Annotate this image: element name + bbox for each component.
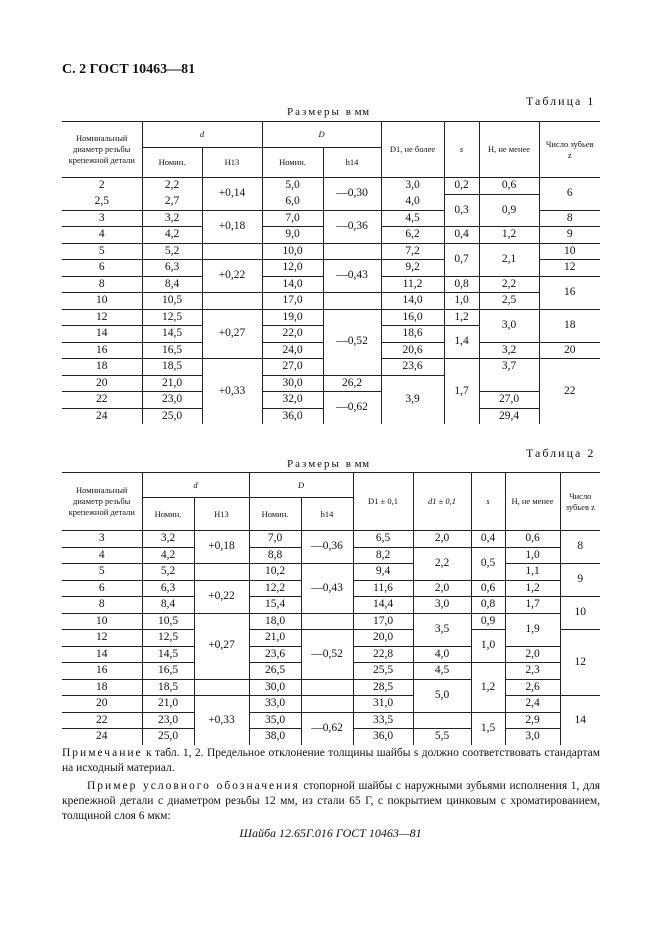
table-2	[62, 472, 600, 745]
designation: Шайба 12.65Г.016 ГОСТ 10463—81	[239, 826, 422, 840]
col-D-nomin: Номин.	[262, 148, 323, 178]
cell	[301, 613, 353, 630]
cell: 5,5	[413, 729, 471, 745]
cell: 9,4	[353, 564, 413, 581]
cell: 1,0	[471, 630, 505, 663]
cell: 10	[560, 597, 600, 630]
cell: 14	[62, 646, 142, 663]
cell: 18,0	[249, 613, 301, 630]
cell: 18	[539, 309, 600, 342]
cell: 3,0	[505, 729, 560, 745]
cell: 0,6	[471, 580, 505, 597]
cell: 4,0	[413, 646, 471, 663]
cell: 6,0	[262, 194, 323, 210]
cell: 35,0	[249, 712, 301, 729]
cell: 5,2	[142, 243, 202, 260]
cell: —0,36	[301, 531, 353, 564]
cell: 1,7	[444, 359, 479, 425]
cell: 24,0	[262, 342, 323, 359]
cell: 17,0	[353, 613, 413, 630]
cell: 31,0	[353, 696, 413, 713]
cell: 1,2	[479, 227, 539, 244]
cell: 1,2	[444, 309, 479, 326]
cell: 2,4	[505, 696, 560, 713]
cell: 14	[560, 696, 600, 745]
col-s: s	[444, 122, 479, 178]
cell: 22	[539, 359, 600, 425]
note-text: к табл. 1, 2. Предельное отклонение толщины шайбы s должно соответствовать стандартам на исходный материал.	[62, 747, 600, 774]
cell: 8,4	[142, 597, 194, 614]
cell: +0,18	[202, 210, 262, 243]
cell: 1,0	[444, 293, 479, 310]
cell: —0,43	[323, 260, 381, 293]
cell	[202, 293, 262, 310]
cell: 14,0	[262, 276, 323, 293]
table-row	[62, 696, 600, 713]
cell: +0,27	[202, 309, 262, 359]
table2-label: Таблица 2	[526, 446, 596, 460]
table-1	[62, 121, 600, 424]
cell: 5,0	[262, 178, 323, 195]
cell: 3	[62, 531, 142, 548]
cell: 3,0	[479, 309, 539, 342]
cell: 2,2	[479, 276, 539, 293]
cell: +0,33	[194, 696, 249, 745]
cell: 22	[62, 392, 142, 409]
cell: 10	[62, 293, 142, 310]
cell: —0,62	[301, 712, 353, 745]
cell: 18	[62, 679, 142, 696]
cell: +0,22	[202, 260, 262, 293]
cell: 1,1	[505, 564, 560, 581]
cell: 2,5	[62, 194, 142, 210]
cell: 2,3	[505, 663, 560, 680]
cell: 5	[62, 564, 142, 581]
cell: 26,2	[323, 375, 381, 392]
cell: 16	[62, 663, 142, 680]
cell: —0,62	[323, 392, 381, 425]
cell: 20,6	[381, 342, 444, 359]
cell: 10,0	[262, 243, 323, 260]
cell: 20	[62, 696, 142, 713]
table-row	[62, 392, 600, 409]
cell: 12	[62, 309, 142, 326]
cell: 3,2	[142, 210, 202, 227]
cell: 22,0	[262, 326, 323, 343]
cell: 6,3	[142, 260, 202, 277]
cell: 3,0	[413, 597, 471, 614]
table-row	[62, 564, 600, 581]
table2-sizes-unit: в мм	[345, 458, 370, 470]
cell: 10,2	[249, 564, 301, 581]
cell: 22	[62, 712, 142, 729]
col-d-h13: H13	[194, 498, 249, 531]
col-d1: D1, не более	[381, 122, 444, 178]
cell: —0,43	[301, 564, 353, 614]
cell: 18,5	[142, 679, 194, 696]
cell: 32,0	[262, 392, 323, 409]
cell: 30,0	[262, 375, 323, 392]
cell: 12,5	[142, 309, 202, 326]
cell	[194, 564, 249, 581]
table-row	[62, 679, 600, 696]
cell: 19,0	[262, 309, 323, 326]
cell: 2,2	[142, 178, 202, 195]
table-row	[62, 309, 600, 326]
cell: 25,0	[142, 729, 194, 745]
cell: 4,5	[381, 210, 444, 227]
cell: 24	[62, 729, 142, 745]
table-row	[62, 531, 600, 548]
cell: 1,5	[471, 712, 505, 745]
cell: 1,0	[505, 547, 560, 564]
cell: 9	[539, 227, 600, 244]
cell: 28,5	[353, 679, 413, 696]
cell: 6	[62, 580, 142, 597]
cell: 22,8	[353, 646, 413, 663]
cell: 6	[539, 178, 600, 211]
note-label: Примечание	[62, 747, 143, 759]
col-h: H, не менее	[505, 473, 560, 531]
cell: 30,0	[249, 679, 301, 696]
cell: 14,0	[381, 293, 444, 310]
col-z: Число зубьев z	[560, 473, 600, 531]
col-D1: D1 ± 0,1	[353, 473, 413, 531]
cell: 27,0	[262, 359, 323, 376]
col-nominal-diameter: Номинальный диаметр резьбы крепежной детали	[62, 473, 142, 531]
cell: 6	[62, 260, 142, 277]
cell: 17,0	[262, 293, 323, 310]
cell: 20	[539, 342, 600, 359]
cell: 21,0	[142, 696, 194, 713]
cell: 29,4	[479, 408, 539, 424]
cell: 0,4	[444, 227, 479, 244]
cell: 36,0	[262, 408, 323, 424]
cell: 38,0	[249, 729, 301, 745]
cell: 4	[62, 227, 142, 244]
cell: 12,0	[262, 260, 323, 277]
cell: 18,5	[142, 359, 202, 376]
example-label: Пример условного обозначения	[87, 780, 300, 792]
cell: 3,7	[479, 359, 539, 376]
cell: 18,6	[381, 326, 444, 343]
cell: 6,5	[353, 531, 413, 548]
cell	[301, 696, 353, 713]
cell: 9,0	[262, 227, 323, 244]
cell: 23,6	[381, 359, 444, 376]
cell: 21,0	[249, 630, 301, 647]
cell: 1,4	[444, 326, 479, 359]
cell: 14,5	[142, 646, 194, 663]
cell: 4,2	[142, 227, 202, 244]
cell: 21,0	[142, 375, 202, 392]
cell: —0,30	[323, 178, 381, 211]
cell: 4,0	[381, 194, 444, 210]
cell: 25,0	[142, 408, 202, 424]
cell: 8	[62, 276, 142, 293]
cell: 3	[62, 210, 142, 227]
cell: 2,7	[142, 194, 202, 210]
col-d-nomin: Номин.	[142, 498, 194, 531]
cell: 2,6	[505, 679, 560, 696]
col-D: D	[249, 473, 353, 498]
cell: 4,5	[413, 663, 471, 680]
cell: 26,5	[249, 663, 301, 680]
col-z: Число зубьев z	[539, 122, 600, 178]
col-nominal-diameter: Номинальный диаметр резьбы крепежной детали	[62, 122, 142, 178]
cell: +0,33	[202, 359, 262, 425]
cell: 10	[539, 243, 600, 260]
table1-label: Таблица 1	[526, 94, 596, 108]
cell	[301, 679, 353, 696]
cell: 0,6	[479, 178, 539, 195]
cell: 0,4	[471, 531, 505, 548]
cell: 10	[62, 613, 142, 630]
col-h: H, не менее	[479, 122, 539, 178]
cell: 0,6	[505, 531, 560, 548]
cell: 4,2	[142, 547, 194, 564]
cell: 10,5	[142, 293, 202, 310]
cell: 12,2	[249, 580, 301, 597]
cell: 20	[62, 375, 142, 392]
cell: 8	[539, 210, 600, 227]
cell: 2,0	[413, 531, 471, 548]
cell: 7,2	[381, 243, 444, 260]
col-d-nomin: Номин.	[142, 148, 202, 178]
cell: 2,0	[413, 580, 471, 597]
cell: 0,3	[444, 194, 479, 227]
cell: 24	[62, 408, 142, 424]
cell: 1,2	[471, 663, 505, 713]
cell: 3,5	[413, 613, 471, 646]
cell: 36,0	[353, 729, 413, 745]
col-s: s	[471, 473, 505, 531]
cell: 0,9	[471, 613, 505, 630]
cell: +0,22	[194, 580, 249, 613]
cell: 4	[62, 547, 142, 564]
table1-sizes-unit: в мм	[345, 106, 370, 118]
cell: 5,2	[142, 564, 194, 581]
cell: 5,0	[413, 679, 471, 712]
cell: 15,4	[249, 597, 301, 614]
col-D: D	[262, 122, 381, 148]
cell: 1,2	[505, 580, 560, 597]
table-row	[62, 178, 600, 195]
table-row	[62, 712, 600, 729]
cell	[323, 293, 381, 310]
col-d-h13: H13	[202, 148, 262, 178]
cell: 7,0	[249, 531, 301, 548]
cell: 12	[62, 630, 142, 647]
cell: 33,0	[249, 696, 301, 713]
table1-sizes-word: Размеры	[287, 106, 341, 118]
cell: 16,5	[142, 663, 194, 680]
cell: 33,5	[353, 712, 413, 729]
page-header: С. 2 ГОСТ 10463—81	[62, 62, 196, 77]
cell: 2,5	[479, 293, 539, 310]
cell: 1,7	[505, 597, 560, 614]
cell	[194, 679, 249, 696]
col-D-nomin: Номин.	[249, 498, 301, 531]
cell: 12	[560, 630, 600, 696]
cell: 8,2	[353, 547, 413, 564]
table2-sizes-caption	[287, 458, 370, 470]
cell: 27,0	[479, 392, 539, 409]
cell: 20,0	[353, 630, 413, 647]
cell: 14,5	[142, 326, 202, 343]
col-d1-small: d1 ± 0,1	[413, 473, 471, 531]
cell: 8,4	[142, 276, 202, 293]
cell: 5	[62, 243, 142, 260]
cell: 2,9	[505, 712, 560, 729]
cell: 8	[62, 597, 142, 614]
example-text: стопорной шайбы с наружными зубьями исполнения 1, для крепежной детали с диаметром резьбы 12 мм, из стали 65 Г, с покрытием цинковым с хроматированием, толщиной слоя 6 мкм:	[62, 780, 600, 822]
example-paragraph	[62, 779, 600, 824]
cell: 0,8	[444, 276, 479, 293]
cell: 2,2	[413, 547, 471, 580]
cell: 8,8	[249, 547, 301, 564]
cell	[202, 243, 262, 260]
table2-sizes-word: Размеры	[287, 458, 341, 470]
cell: 6,3	[142, 580, 194, 597]
cell: 2	[62, 178, 142, 195]
cell: 10,5	[142, 613, 194, 630]
col-D-h14: h14	[323, 148, 381, 178]
cell: —0,52	[323, 309, 381, 375]
cell: 11,2	[381, 276, 444, 293]
cell	[323, 243, 381, 260]
cell: 16,0	[381, 309, 444, 326]
cell: 7,0	[262, 210, 323, 227]
cell: 16	[539, 276, 600, 309]
cell: 1,9	[505, 613, 560, 646]
cell: +0,18	[194, 531, 249, 564]
cell: 0,9	[479, 194, 539, 227]
cell: 8	[560, 531, 600, 564]
cell: 23,6	[249, 646, 301, 663]
cell	[413, 712, 471, 729]
table-row	[62, 613, 600, 630]
cell: 0,7	[444, 243, 479, 276]
col-d: d	[142, 122, 262, 148]
cell: 3,9	[381, 375, 444, 424]
cell: 9,2	[381, 260, 444, 277]
cell: 0,5	[471, 547, 505, 580]
cell: 11,6	[353, 580, 413, 597]
col-d: d	[142, 473, 249, 498]
col-D-h14: h14	[301, 498, 353, 531]
cell: 3,2	[479, 342, 539, 359]
table-row	[62, 243, 600, 260]
cell: 2,0	[505, 646, 560, 663]
cell: 23,0	[142, 712, 194, 729]
cell: 16	[62, 342, 142, 359]
cell: 3,0	[381, 178, 444, 195]
cell: 9	[560, 564, 600, 597]
cell: —0,52	[301, 630, 353, 680]
cell: 12,5	[142, 630, 194, 647]
table-row	[62, 375, 600, 392]
cell: 25,5	[353, 663, 413, 680]
cell: 12	[539, 260, 600, 277]
cell: 0,8	[471, 597, 505, 614]
cell: 16,5	[142, 342, 202, 359]
cell: 14,4	[353, 597, 413, 614]
cell: 18	[62, 359, 142, 376]
cell: 3,2	[142, 531, 194, 548]
cell: +0,14	[202, 178, 262, 211]
cell: +0,27	[194, 613, 249, 679]
cell: 14	[62, 326, 142, 343]
cell: 0,2	[444, 178, 479, 195]
cell: 6,2	[381, 227, 444, 244]
table-row	[62, 293, 600, 310]
cell: 23,0	[142, 392, 202, 409]
cell: 2,1	[479, 243, 539, 276]
cell: —0,36	[323, 210, 381, 243]
note	[62, 746, 600, 776]
table1-sizes-caption	[287, 106, 370, 118]
